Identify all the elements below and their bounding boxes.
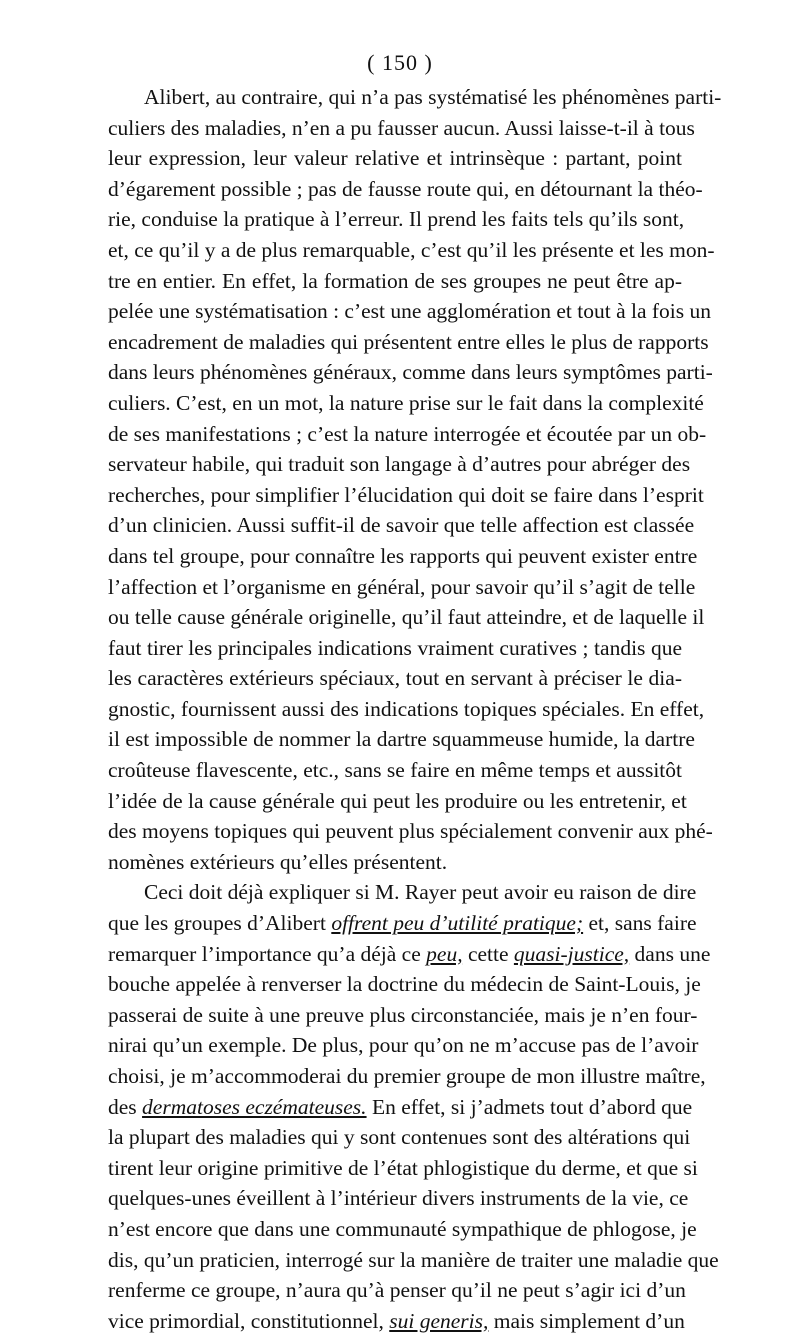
paragraph-2: [108, 877, 719, 1336]
text-line: les caractères extérieurs spéciaux, tout en servant à préciser le dia-: [108, 666, 682, 691]
emphasis-text: offrent peu d’utilité pratique;: [331, 911, 584, 936]
text-line: Alibert, au contraire, qui n’a pas systématisé les phénomènes parti-: [144, 85, 722, 109]
text-run: vice primordial, constitutionnel,: [108, 1308, 390, 1333]
text-line: Ceci doit déjà expliquer si M. Rayer peut avoir eu raison de dire: [144, 880, 697, 905]
text-run: et, sans faire: [583, 911, 697, 936]
text-line: dis, qu’un praticien, interrogé sur la manière de traiter une maladie que: [108, 1247, 719, 1272]
text-line: l’idée de la cause générale qui peut les produire ou les entretenir, et: [108, 788, 687, 813]
text-line: culiers des maladies, n’en a pu fausser aucun. Aussi laisse-t-il à tous: [108, 115, 695, 140]
text-line: [108, 908, 697, 939]
text-line: pelée une systématisation : c’est une agglomération et tout à la fois un: [108, 299, 712, 324]
text-line: de ses manifestations ; c’est la nature interrogée et écoutée par un ob-: [108, 421, 707, 446]
text-line: il est impossible de nommer la dartre squammeuse humide, la dartre: [108, 727, 695, 752]
text-line: rie, conduise la pratique à l’erreur. Il prend les faits tels qu’ils sont,: [108, 207, 685, 232]
body-text: [108, 82, 722, 1336]
text-line: gnostic, fournissent aussi des indications topiques spéciales. En effet,: [108, 696, 705, 721]
text-line: d’égarement possible ; pas de fausse route qui, en détournant la théo-: [108, 176, 703, 201]
text-line: faut tirer les principales indications vraiment curatives ; tandis que: [108, 635, 682, 660]
text-line: d’un clinicien. Aussi suffit-il de savoir que telle affection est classée: [108, 513, 695, 538]
text-line: quelques-unes éveillent à l’intérieur divers instruments de la vie, ce: [108, 1186, 689, 1211]
text-line: l’affection et l’organisme en général, pour savoir qu’il s’agit de telle: [108, 574, 696, 599]
text-line: nirai qu’un exemple. De plus, pour qu’on ne m’accuse pas de l’avoir: [108, 1033, 699, 1058]
page-number: ( 150 ): [367, 50, 433, 75]
text-run: mais simplement d’un: [488, 1308, 685, 1333]
text-line: tre en entier. En effet, la formation de ses groupes ne peut être ap-: [108, 268, 682, 293]
text-line: culiers. C’est, en un mot, la nature prise sur le fait dans la complexité: [108, 390, 704, 415]
text-line: [108, 939, 711, 970]
text-line: [108, 1092, 693, 1123]
text-line: n’est encore que dans une communauté sympathique de phlogose, je: [108, 1216, 697, 1241]
text-line: dans tel groupe, pour connaître les rapports qui peuvent exister entre: [108, 543, 698, 568]
text-run: des: [108, 1094, 143, 1119]
text-line: passerai de suite à une preuve plus circonstanciée, mais je n’en four-: [108, 1002, 698, 1027]
text-line: nomènes extérieurs qu’elles présentent.: [108, 849, 448, 874]
text-line: tirent leur origine primitive de l’état phlogistique du derme, et que si: [108, 1155, 698, 1180]
text-run: cette: [462, 941, 514, 966]
text-line: leur expression, leur valeur relative et intrinsèque : partant, point: [108, 146, 682, 171]
text-line: servateur habile, qui traduit son langage à d’autres pour abréger des: [108, 452, 691, 477]
text-run: que les groupes d’Alibert: [108, 911, 332, 936]
text-line: renferme ce groupe, n’aura qu’à penser qu’il ne peut s’agir ici d’un: [108, 1278, 686, 1303]
text-line: encadrement de maladies qui présentent entre elles le plus de rapports: [108, 329, 709, 354]
text-run: remarquer l’importance qu’a déjà ce: [108, 941, 427, 966]
text-line: ou telle cause générale originelle, qu’il faut atteindre, et de laquelle il: [108, 605, 705, 630]
paragraph-1: [108, 82, 722, 877]
emphasis-text: quasi-justice,: [513, 941, 630, 966]
text-line: et, ce qu’il y a de plus remarquable, c’est qu’il les présente et les mon-: [108, 237, 715, 262]
text-run: dans une: [629, 941, 711, 966]
text-line: dans leurs phénomènes généraux, comme dans leurs symptômes parti-: [108, 360, 713, 385]
text-line: [108, 1306, 685, 1336]
text-line: la plupart des maladies qui y sont contenues sont des altérations qui: [108, 1125, 691, 1150]
emphasis-text: peu,: [426, 941, 463, 966]
emphasis-text: dermatoses eczémateuses.: [142, 1094, 367, 1119]
text-line: recherches, pour simplifier l’élucidation qui doit se faire dans l’esprit: [108, 482, 704, 507]
text-line: croûteuse flavescente, etc., sans se faire en même temps et aussitôt: [108, 758, 682, 783]
text-line: bouche appelée à renverser la doctrine du médecin de Saint-Louis, je: [108, 972, 701, 997]
text-line: choisi, je m’accommoderai du premier groupe de mon illustre maître,: [108, 1064, 706, 1088]
emphasis-text: sui generis,: [389, 1308, 489, 1333]
text-run: En effet, si j’admets tout d’abord que: [366, 1094, 693, 1119]
text-line: des moyens topiques qui peuvent plus spécialement convenir aux phé-: [108, 819, 713, 844]
